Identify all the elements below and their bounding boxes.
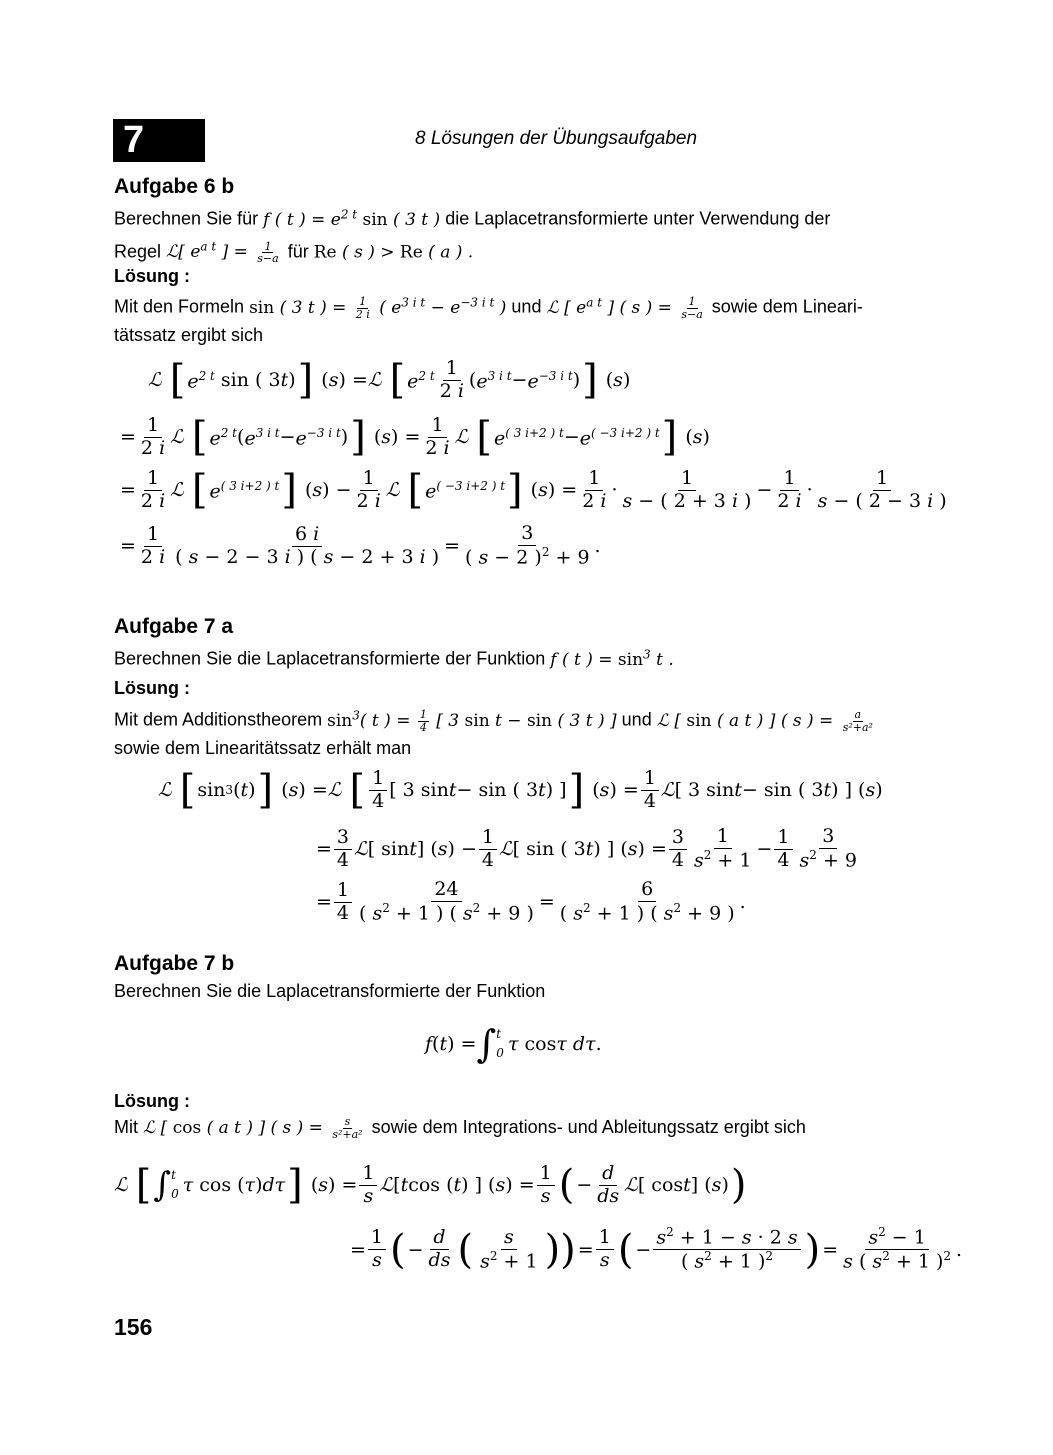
- equation-7a-line2: = 3 4 ℒ [ sin t ] ( s ) − 1 4 ℒ [ sin ( 3 t ) ] ( s ) = 3 4 1 $s^2 + 1$ − 1 4 3 $s^2 + 9$: [316, 825, 857, 872]
- task-6b: Berechnen Sie für f ( t ) = $e^{2 t}$ sin ( 3 t ) die Laplacetransformierte unter Verwendung der Regel ℒ[ $e^{a t}$ ] = $\frac{1}{s-a}$ für Re ( s ) > Re ( a ) .: [114, 207, 831, 266]
- solution-text-7a: Mit dem Additionstheorem $\sin^3$( t ) = $\frac{1}{4}$ [ 3 sin t − sin ( 3 t ) ] und ℒ [ sin ( a t ) ] ( s ) = $\frac{a}{\text{s²+a²}}$ sowie dem Linearitätssatz erhält man: [114, 708, 873, 758]
- equation-6b-line3: = 1 2 i ℒ [ $e^{( 3 i+2 ) t}$ ] ( s ) − 1 2 i ℒ [ $e^{( -3 i+2 ) t}$ ] ( s ) = 1 2 i · 1 s − ( 2 + 3 i ) − 1 2 i · 1 s − ( 2 − 3 i ): [120, 467, 947, 514]
- equation-7b-line2: = 1 s ( − d ds ( s $s^2 + 1$ )) = 1 s ( − $s^2 + 1 - s \cdot 2$ s ( $s^2 + 1$ )$^2$ ) = $s^2 - 1$ s ( $s^2 + 1$ )$^2$ .: [350, 1225, 963, 1273]
- page-number: 156: [114, 1314, 153, 1340]
- task-7b: Berechnen Sie die Laplacetransformierte der Funktion: [114, 981, 546, 1001]
- solution-label-7b: Lösung :: [114, 1091, 190, 1111]
- equation-7b-function: f ( t ) = ∫ t 0 τ cos τ dτ .: [425, 1022, 602, 1066]
- equation-7a-line1: ℒ [ sin 3 ( t ) ] ( s ) = ℒ [ 1 4 [ 3 sin t − sin ( 3 t ) ] ] ( s ) = 1 4 ℒ [ 3 sin t − sin ( 3 t ) ] ( s ): [158, 767, 883, 814]
- equation-6b-line4: = 1 2 i 6 i ( s − 2 − 3 i ) ( s − 2 + 3 i ) = 3 ( s − 2 )$^2$ + 9 .: [120, 522, 601, 569]
- equation-7a-line3: = 1 4 24 ( $s^2 + 1$ ) ( $s^2 + 9$ ) = 6 ( $s^2 + 1$ ) ( $s^2 + 9$ ) .: [316, 878, 746, 925]
- running-head: 8 Lösungen der Übungsaufgaben: [415, 128, 698, 149]
- solution-label-7a: Lösung :: [114, 678, 190, 698]
- solution-label-6b: Lösung :: [114, 266, 190, 286]
- equation-6b-line1: ℒ [ $e^{2 t}$ sin ( 3 t ) ] ( s ) = ℒ [ $e^{2 t}$ 1 2 i ( $e^{3 i t}$ − $e^{-3 i t}$ ) ] ( s ): [148, 357, 631, 404]
- chapter-number: 7: [123, 119, 145, 161]
- equation-6b-line2: = 1 2 i ℒ [ $e^{2 t}$ ( $e^{3 i t}$ − $e^{-3 i t}$ ) ] ( s ) = 1 2 i ℒ [ $e^{( 3 i+2 ) t}$ − $e^{( -3 i+2 ) t}$ ] ( s ): [120, 414, 710, 461]
- chapter-box: [113, 119, 205, 162]
- section-title-7a: Aufgabe 7 a: [114, 615, 234, 638]
- equation-7b-line1: ℒ [ ∫ t 0 τ cos ( τ ) dτ ] ( s ) = 1 s ℒ [ t cos ( t ) ] ( s ) = 1 s ( − d ds ℒ [ cos t ] ( s ) ): [114, 1162, 747, 1209]
- task-7a: Berechnen Sie die Laplacetransformierte der Funktion f ( t ) = $\sin^3 t$ .: [114, 647, 674, 670]
- section-title-6b: Aufgabe 6 b: [114, 175, 235, 198]
- solution-text-6b: Mit den Formeln sin ( 3 t ) = $\frac{1}{2 i}$ ( $e^{3 i t} - e^{-3 i t}$ ) und ℒ [ $e^{a t}$ ] ( s ) = $\frac{1}{s-a}$ sowie dem Lineari- tätssatz ergibt sich: [114, 295, 863, 345]
- section-title-7b: Aufgabe 7 b: [114, 952, 235, 975]
- solution-text-7b: Mit ℒ [ cos ( a t ) ] ( s ) = $\frac{s}{\text{s²+a²}}$ sowie dem Integrations- und Ableitungssatz ergibt sich: [114, 1115, 806, 1141]
